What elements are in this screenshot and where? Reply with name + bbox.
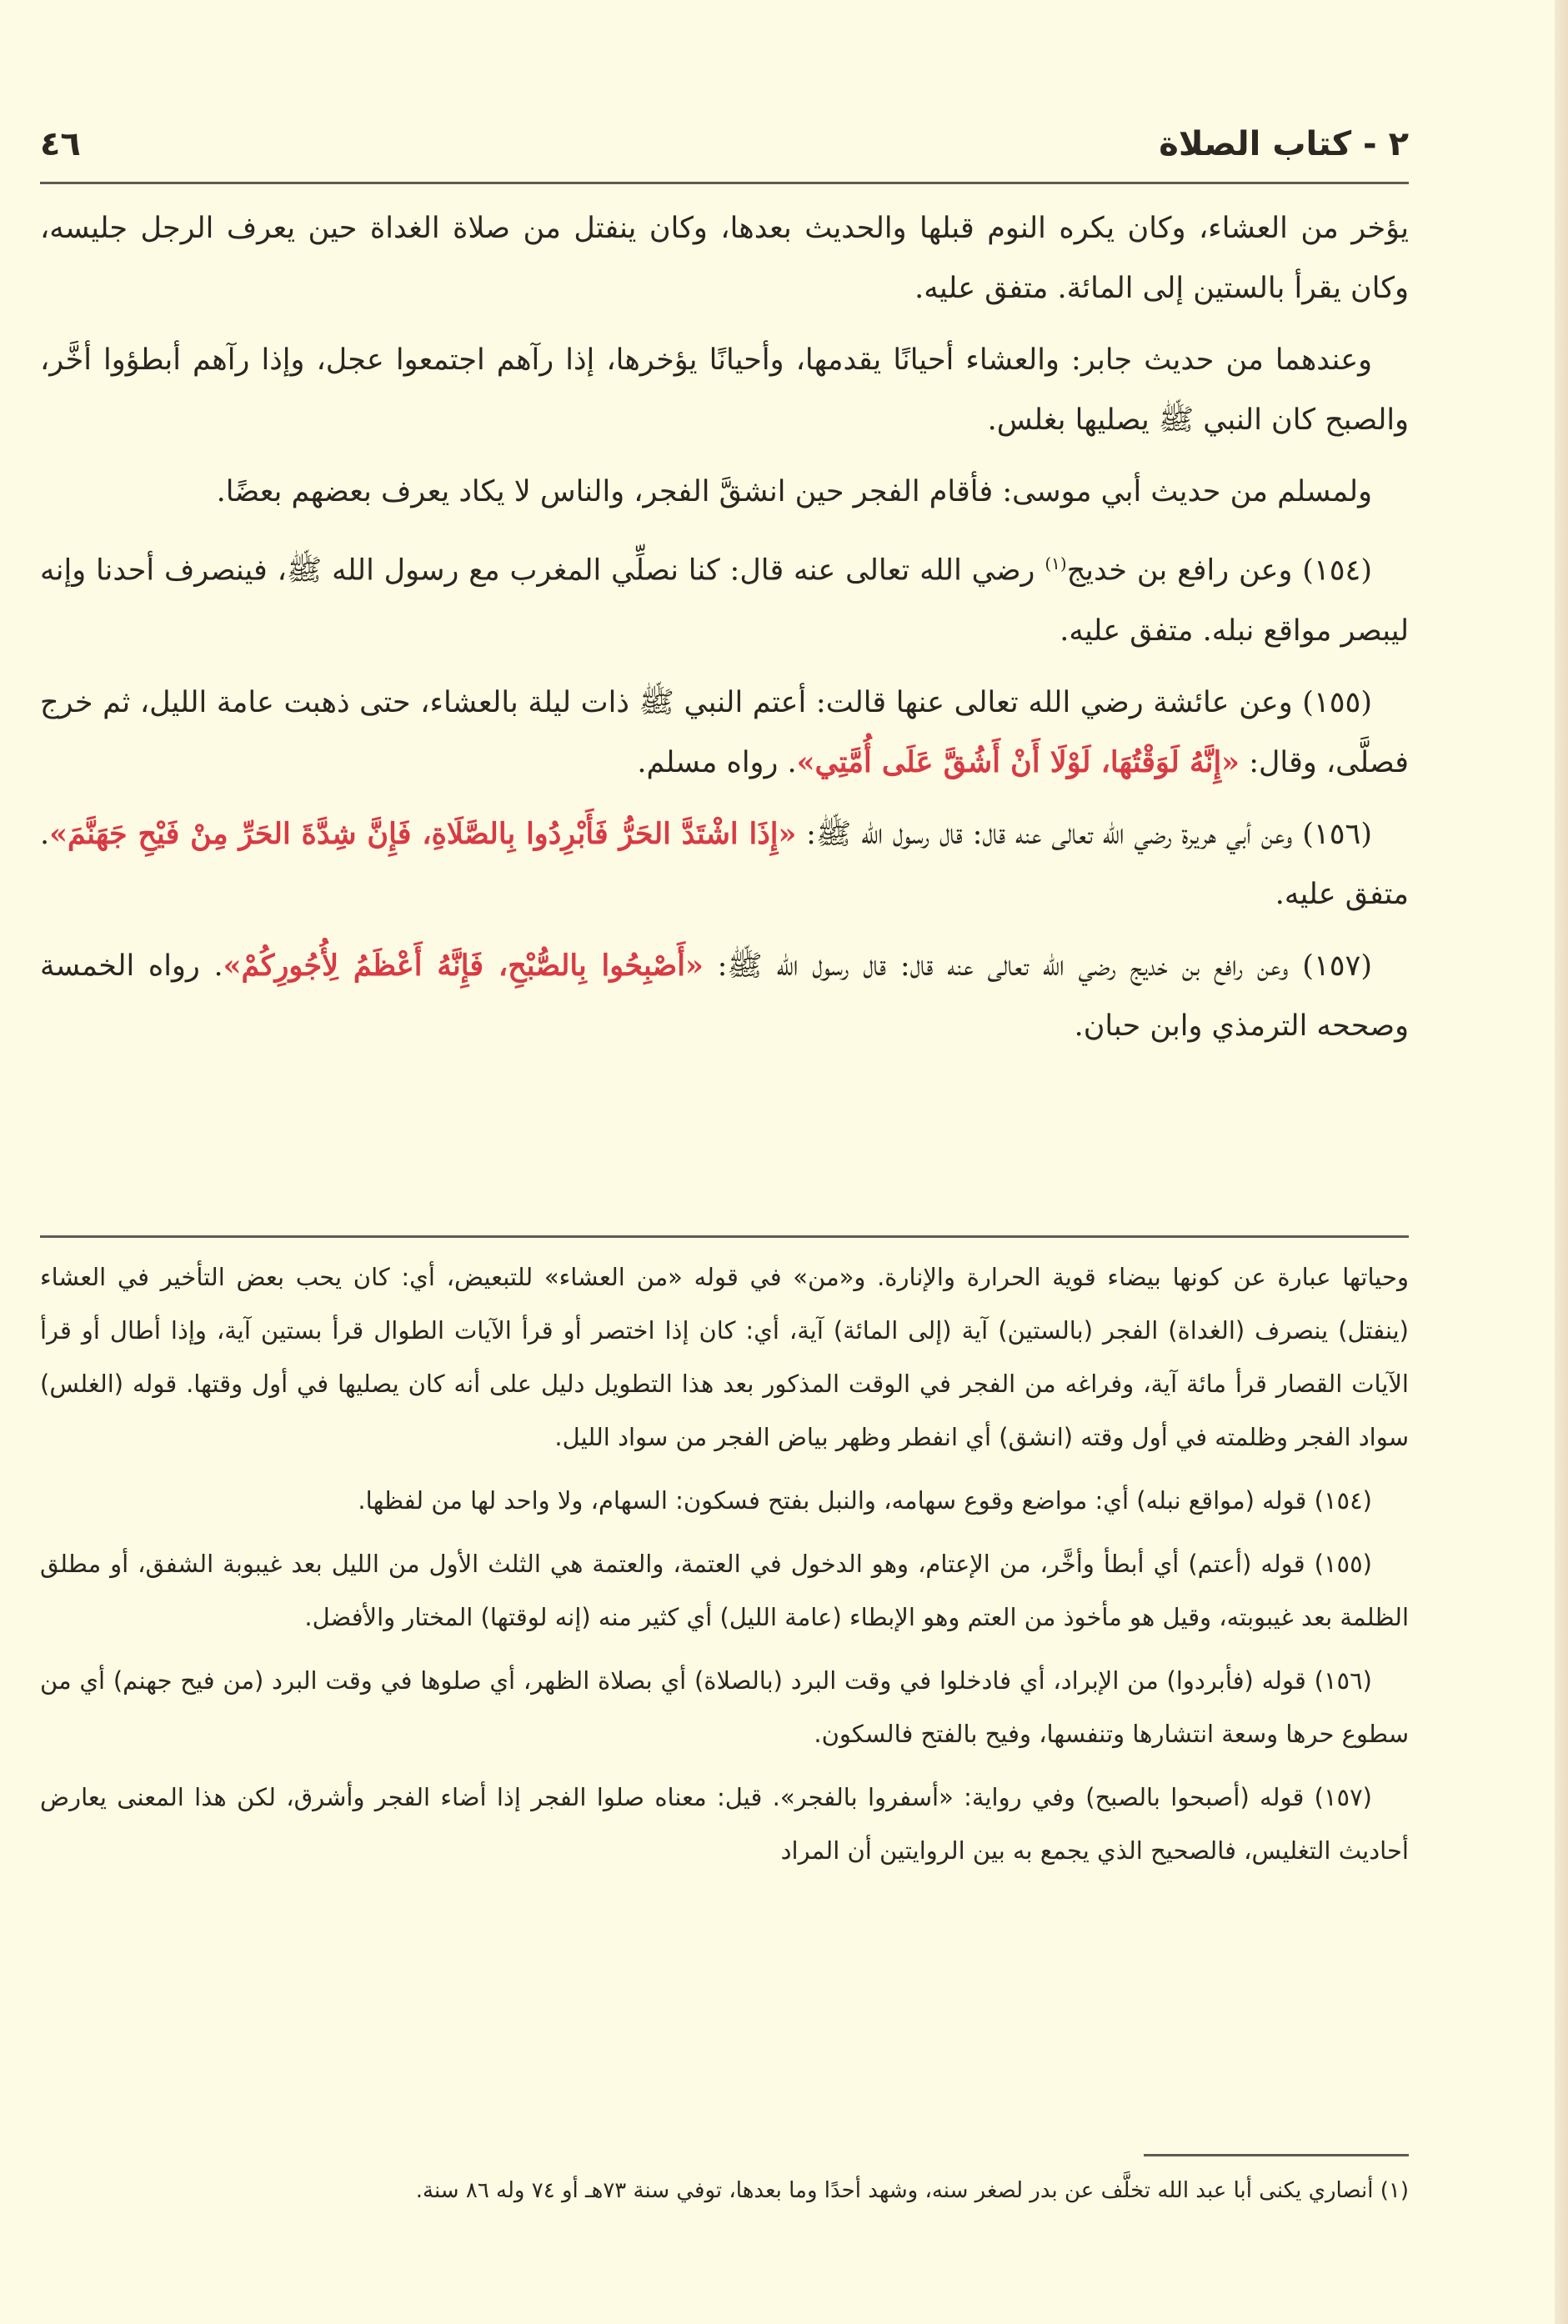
commentary-paragraph: (١٥٥) قوله (أعتم) أي أبطأ وأخَّر، من الإعتام، وهو الدخول في العتمة، والعتمة هي الثلث الأول من الليل بعد غيبوبة الشفق، أو مطلق الظلمة بعد غيبوبته، وقيل هو مأخوذ من العتم وهو الإبطاء (عامة الليل) أي كثير منه (إنه لوقتها) المختار والأفضل.	[40, 1550, 1409, 1631]
paragraph: ولمسلم من حديث أبي موسى: فأقام الفجر حين انشقَّ الفجر، والناس لا يكاد يعرف بعضهم بعضًا.	[216, 475, 1372, 508]
commentary-paragraph: (١٥٤) قوله (مواقع نبله) أي: مواضع وقوع سهامه، والنبل بفتح فسكون: السهام، ولا واحد لها من لفظها.	[358, 1486, 1372, 1515]
hadith-quote: «إِنَّهُ لَوَقْتُهَا، لَوْلَا أَنْ أَشُقَّ عَلَى أُمَّتِي»	[796, 744, 1240, 779]
page-edge	[1555, 0, 1568, 2324]
hadith-number: (١٥٥)	[1302, 685, 1372, 719]
commentary-paragraph: (١٥٧) قوله (أصبحوا بالصبح) وفي رواية: «أسفروا بالفجر». قيل: معناه صلوا الفجر إذا أضاء الفجر وأشرق، لكن هذا المعنى يعارض أحاديث التغليس، فالصحيح الذي يجمع به بين الروايتين أن المراد	[40, 1783, 1409, 1865]
hadith-154: (١٥٤) وعن رافع بن خديج$^{(١)}$ رضي الله تعالى عنه قال: كنا نصلِّي المغرب مع رسول الله ﷺ، فينصرف أحدنا وإنه ليبصر مواقع نبله. متفق عليه.	[40, 553, 1409, 648]
commentary	[40, 1250, 1409, 1887]
paragraph: وعندهما من حديث جابر: والعشاء أحيانًا يقدمها، وأحيانًا يؤخرها، إذا رآهم اجتمعوا عجل، وإذا رآهم أبطؤوا أخَّر، والصبح كان النبي ﷺ يصليها بغلس.	[40, 343, 1409, 437]
header-rule	[40, 182, 1409, 184]
hadith-155: (١٥٥) وعن عائشة رضي الله تعالى عنها قالت: أعتم النبي ﷺ ذات ليلة بالعشاء، حتى ذهبت عامة الليل، ثم خرج فصلَّى، وقال: «إِنَّهُ لَوَقْتُهَا، لَوْلَا أَنْ أَشُقَّ عَلَى أُمَّتِي». رواه مسلم.	[40, 685, 1409, 779]
footnote: (١) أنصاري يكنى أبا عبد الله تخلَّف عن بدر لصغر سنه، وشهد أحدًا وما بعدها، توفي سنة ٧٣هـ أو ٧٤ وله ٨٦ سنة.	[415, 2178, 1409, 2203]
paragraph: يؤخر من العشاء، وكان يكره النوم قبلها والحديث بعدها، وكان ينفتل من صلاة الغداة حين يعرف الرجل جليسه، وكان يقرأ بالستين إلى المائة. متفق عليه.	[40, 212, 1409, 305]
hadith-156: (١٥٦) وعن أبي هريرة رضي الله تعالى عنه قال: قال رسول الله ﷺ: «إِذَا اشْتَدَّ الحَرُّ فَأَبْرِدُوا بِالصَّلَاةِ، فَإِنَّ شِدَّةَ الحَرِّ مِنْ فَيْحِ جَهَنَّمَ». متفق عليه.	[40, 816, 1409, 911]
page-number: ٤٦	[40, 125, 81, 163]
page-header	[40, 125, 1409, 183]
footnote-ref[interactable]: (١)	[1044, 553, 1067, 573]
hadith-157: (١٥٧) وعن رافع بن خديج رضي الله تعالى عنه قال: قال رسول الله ﷺ: «أَصْبِحُوا بِالصُّبْحِ، فَإِنَّهُ أَعْظَمُ لِأُجُورِكُمْ». رواه الخمسة وصححه الترمذي وابن حبان.	[40, 948, 1409, 1043]
footnote-rule	[1144, 2154, 1409, 2156]
commentary-paragraph: وحياتها عبارة عن كونها بيضاء قوية الحرارة والإنارة. و«من» في قوله «من العشاء» للتبعيض، أي: كان يحب بعض التأخير في العشاء (ينفتل) ينصرف (الغداة) الفجر (بالستين) آية (إلى المائة) آية، أي: كان إذا اختصر أو قرأ الآيات الطوال قرأ بستين آية، وإذا أطال أو قرأ الآيات القصار قرأ مائة آية، وفراغه من الفجر في الوقت المذكور بعد هذا التطويل دليل على أنه كان يصليها في أول وقتها. قوله (الغلس) سواد الفجر وظلمته في أول وقته (انشق) أي انفطر وظهر بياض الفجر من سواد الليل.	[40, 1263, 1409, 1451]
chapter-title: ٢ - كتاب الصلاة	[1159, 125, 1409, 163]
main-text	[40, 198, 1409, 1068]
hadith-number: (١٥٦)	[1302, 817, 1372, 851]
commentary-paragraph: (١٥٦) قوله (فأبردوا) من الإبراد، أي فادخلوا في وقت البرد (بالصلاة) أي بصلاة الظهر، أي صلوها في وقت البرد (من فيح جهنم) أي من سطوع حرها وسعة انتشارها وتنفسها، وفيح بالفتح فالسكون.	[40, 1666, 1409, 1748]
hadith-number: (١٥٧)	[1302, 949, 1372, 983]
hadith-quote: «أَصْبِحُوا بِالصُّبْحِ، فَإِنَّهُ أَعْظَمُ لِأُجُورِكُمْ»	[223, 948, 704, 983]
hadith-number: (١٥٤)	[1302, 553, 1372, 588]
commentary-rule	[40, 1235, 1409, 1238]
hadith-quote: «إِذَا اشْتَدَّ الحَرُّ فَأَبْرِدُوا بِالصَّلَاةِ، فَإِنَّ شِدَّةَ الحَرِّ مِنْ فَيْحِ جَهَنَّمَ»	[49, 816, 797, 851]
